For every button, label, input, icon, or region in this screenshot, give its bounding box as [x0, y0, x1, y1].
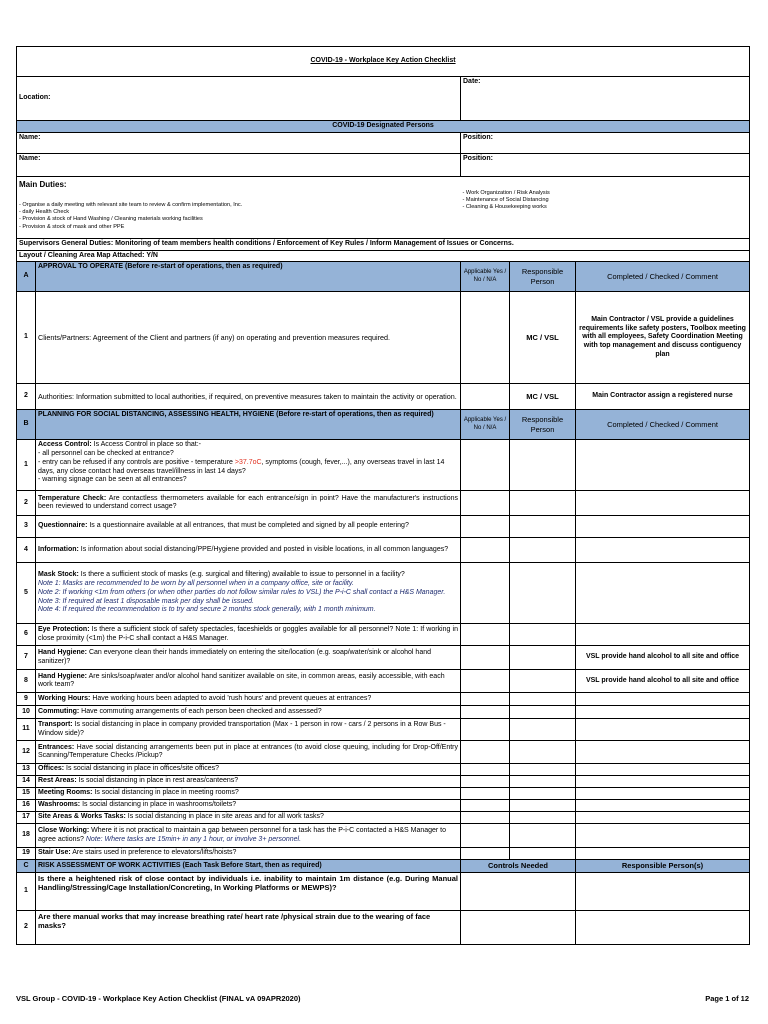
note-line: Note 3: If required at least 1 disposable mask per day shall be issued.: [38, 597, 254, 605]
col-applicable: Applicable Yes / No / N/A: [461, 262, 510, 292]
comment-cell[interactable]: [576, 812, 750, 824]
hand-hygiene-site-text: Hand Hygiene: Are sinks/soap/water and/or alcohol hand sanitizer available on site, in common areas, easily accessible, with each work team?: [36, 670, 461, 693]
applicable-cell[interactable]: [461, 848, 510, 860]
comment-cell[interactable]: [576, 491, 750, 516]
row-number: 2: [17, 384, 36, 410]
comment-cell[interactable]: [576, 776, 750, 788]
applicable-cell[interactable]: [461, 693, 510, 706]
duty-item: - Provision & stock of Hand Washing / Cleaning materials working facilities: [19, 216, 203, 223]
item-line: - warning signage can be seen at all entrances?: [38, 476, 187, 484]
designated-persons-header: COVID-19 Designated Persons: [17, 121, 750, 133]
checklist-page: [16, 46, 749, 945]
row-number: 9: [17, 693, 36, 706]
controls-cell[interactable]: [461, 910, 576, 944]
stair-use-text: Stair Use: Are stairs used in preference to elevators/lifts/hoists?: [36, 848, 461, 860]
row-number: 2: [17, 491, 36, 516]
location-label: Location:: [19, 94, 51, 102]
comment-cell[interactable]: [576, 788, 750, 800]
approval-clients-text: Clients/Partners: Agreement of the Client and partners (if any) on operating and prevention measures required.: [36, 292, 461, 384]
supervisor-duties: Supervisors General Duties: Monitoring of team members health conditions / Enforcement of Key Rules / Inform Management of Issues or Concerns.: [17, 238, 750, 250]
comment-cell[interactable]: [576, 516, 750, 538]
temperature-check-text: Temperature Check: Are contactless thermometers available for each entrance/sign in point? Have the manufacturer's instructions been reviewed to understand correct usage?: [36, 491, 461, 516]
row-number: 7: [17, 646, 36, 670]
note-line: Note 4: If required the recommendation is to try and secure 2 months stock generally, with 1 month minimum.: [38, 606, 376, 614]
responsible-cell[interactable]: [510, 563, 576, 624]
applicable-cell[interactable]: [461, 776, 510, 788]
row-number: 5: [17, 563, 36, 624]
comment-cell[interactable]: [576, 624, 750, 646]
name-label: Name:: [19, 154, 41, 162]
col-controls-needed: Controls Needed: [461, 860, 576, 872]
comment-cell[interactable]: [576, 800, 750, 812]
col-completed: Completed / Checked / Comment: [576, 410, 750, 440]
main-duties-label: Main Duties:: [19, 179, 67, 189]
applicable-cell[interactable]: [461, 292, 510, 384]
section-a-title: APPROVAL TO OPERATE (Before re-start of operations, then as required): [36, 262, 461, 292]
comment-cell[interactable]: [576, 741, 750, 764]
risk-manual-works-text: Are there manual works that may increase breathing rate/ heart rate /physical strain due to the wearing of face masks?: [36, 910, 461, 944]
name-field-2[interactable]: [17, 153, 461, 176]
row-number: 12: [17, 741, 36, 764]
item-label: Access Control:: [38, 441, 92, 449]
responsible-cell[interactable]: [510, 824, 576, 848]
responsible-cell[interactable]: [510, 670, 576, 693]
layout-map-attached: Layout / Cleaning Area Map Attached: Y/N: [17, 250, 750, 262]
row-number: 2: [17, 910, 36, 944]
washrooms-text: Washrooms: Is social distancing in place in washrooms/toilets?: [36, 800, 461, 812]
duty-item: - Organise a daily meeting with relevant site team to review & confirm implementation, Inc.: [19, 201, 243, 208]
row-number: 17: [17, 812, 36, 824]
comment-cell[interactable]: [576, 848, 750, 860]
eye-protection-text: Eye Protection: Is there a sufficient stock of safety spectacles, faceshields or goggles available for all personnel? Note 1: If working in close proximity (<1m) the P-i-C shall contact a H&S Manager.: [36, 624, 461, 646]
item-line: - entry can be refused if any controls are positive - temperature >37.7oC, symptoms (cough, fever,...), any overseas travel in last 14 days, any close contact had overseas travel/illness in last 14 days?: [38, 458, 445, 475]
applicable-cell[interactable]: [461, 538, 510, 563]
col-responsible: Responsible Person: [510, 410, 576, 440]
duties-right-list: [463, 190, 748, 212]
name-label: Name:: [19, 133, 41, 141]
row-number: 13: [17, 764, 36, 776]
duty-item: - daily Health Check: [19, 209, 70, 216]
section-a-letter: A: [17, 262, 36, 292]
temperature-threshold: >37.7oC: [234, 458, 262, 466]
page-title: COVID-19 - Workplace Key Action Checklist: [17, 47, 750, 77]
location-field[interactable]: [17, 77, 461, 121]
responsible-cell[interactable]: [510, 812, 576, 824]
meeting-rooms-text: Meeting Rooms: Is social distancing in place in meeting rooms?: [36, 788, 461, 800]
commuting-text: Commuting: Have commuting arrangements of each person been checked and assessed?: [36, 706, 461, 719]
row-number: 1: [17, 440, 36, 491]
comment-cell[interactable]: VSL provide hand alcohol to all site and office: [576, 646, 750, 670]
comment-cell[interactable]: Main Contractor / VSL provide a guidelines requirements like safety posters, Toolbox meeting with all employees, Safety Coordination Meeting with top management and discuss contiguency plan: [576, 292, 750, 384]
entrances-text: Entrances: Have social distancing arrangements been put in place at entrances (to avoid close queuing, including for Drop-Off/Entry Scanning/Temperature Checks /Pickup?: [36, 741, 461, 764]
applicable-cell[interactable]: [461, 824, 510, 848]
applicable-cell[interactable]: [461, 764, 510, 776]
responsible-cell[interactable]: [510, 538, 576, 563]
duty-item: - Work Organization / Risk Analysis: [462, 189, 550, 196]
information-text: Information: Is information about social distancing/PPE/Hygiene provided and posted in visible locations, in all common languages?: [36, 538, 461, 563]
comment-cell[interactable]: [576, 538, 750, 563]
applicable-cell[interactable]: [461, 788, 510, 800]
responsible-cell[interactable]: [510, 719, 576, 741]
page-footer: [16, 994, 749, 1003]
responsible-cell[interactable]: MC / VSL: [510, 384, 576, 410]
comment-cell[interactable]: [576, 440, 750, 491]
responsible-cell[interactable]: [510, 440, 576, 491]
footer-document-id: VSL Group - COVID-19 - Workplace Key Action Checklist (FINAL vA 09APR2020): [16, 994, 301, 1003]
applicable-cell[interactable]: [461, 719, 510, 741]
applicable-cell[interactable]: [461, 646, 510, 670]
main-duties-left: [17, 176, 461, 238]
comment-cell[interactable]: [576, 563, 750, 624]
row-number: 15: [17, 788, 36, 800]
row-number: 10: [17, 706, 36, 719]
date-label: Date:: [463, 78, 481, 85]
applicable-cell[interactable]: [461, 800, 510, 812]
col-responsible-persons: Responsible Person(s): [576, 860, 750, 872]
item-text: Is Access Control in place so that:-: [91, 441, 202, 449]
questionnaire-text: Questionnaire: Is a questionnaire available at all entrances, that must be completed and signed by all people entering?: [36, 516, 461, 538]
section-c-title: RISK ASSESSMENT OF WORK ACTIVITIES (Each Task Before Start, then as required): [36, 860, 461, 872]
comment-cell[interactable]: [576, 706, 750, 719]
responsible-persons-cell[interactable]: [576, 910, 750, 944]
comment-cell[interactable]: [576, 764, 750, 776]
row-number: 8: [17, 670, 36, 693]
duty-item: - Provision & stock of mask and other PPE: [19, 223, 125, 230]
row-number: 14: [17, 776, 36, 788]
close-working-text: Close Working: Where it is not practical to maintain a gap between personnel for a task has the P-i-C contacted a H&S Manager to agree actions? Note: Where tasks are 15min+ in any 1 hour, or involve 3+ personnel.: [36, 824, 461, 848]
responsible-persons-cell[interactable]: [576, 872, 750, 910]
comment-cell[interactable]: [576, 824, 750, 848]
applicable-cell[interactable]: [461, 440, 510, 491]
row-number: 1: [17, 292, 36, 384]
applicable-cell[interactable]: [461, 670, 510, 693]
site-areas-text: Site Areas & Works Tasks: Is social distancing in place in site areas and for all work tasks?: [36, 812, 461, 824]
responsible-cell[interactable]: [510, 741, 576, 764]
section-b-letter: B: [17, 410, 36, 440]
responsible-cell[interactable]: [510, 693, 576, 706]
responsible-cell[interactable]: [510, 764, 576, 776]
applicable-cell[interactable]: [461, 812, 510, 824]
responsible-cell[interactable]: [510, 706, 576, 719]
controls-cell[interactable]: [461, 872, 576, 910]
note-line: Note 1: Masks are recommended to be worn by all personnel when in a company office, site or facility.: [38, 580, 354, 588]
section-c-letter: C: [17, 860, 36, 872]
responsible-cell[interactable]: [510, 646, 576, 670]
row-number: 16: [17, 800, 36, 812]
working-hours-text: Working Hours: Have working hours been adapted to avoid 'rush hours' and prevent queues at entrances?: [36, 693, 461, 706]
item-line: - all personnel can be checked at entrance?: [38, 450, 174, 457]
responsible-cell[interactable]: [510, 788, 576, 800]
note-line: Note 2: If working <1m from others (or when other parties do not follow similar rules to VSL) the P-i-C shall contact a H&S Manager.: [38, 588, 446, 596]
section-b-title: PLANNING FOR SOCIAL DISTANCING, ASSESSING HEALTH, HYGIENE (Before re-start of operations, then as required): [36, 410, 461, 440]
duty-item: - Maintenance of Social Distancing: [462, 197, 549, 204]
applicable-cell[interactable]: [461, 563, 510, 624]
position-field-1[interactable]: [461, 132, 750, 153]
comment-cell[interactable]: [576, 693, 750, 706]
row-number: 11: [17, 719, 36, 741]
approval-authorities-text: Authorities: Information submitted to local authorities, if required, on preventive measures taken to maintain the activity or operation.: [36, 384, 461, 410]
position-field-2[interactable]: [461, 153, 750, 176]
risk-close-contact-text: Is there a heightened risk of close contact by individuals i.e. inability to maintain 1m distance (e.g. During Manual Handling/Stressing/Cage Installation/Concreting, In Working Platforms or MEWPS)?: [36, 872, 461, 910]
responsible-cell[interactable]: [510, 848, 576, 860]
date-field[interactable]: [461, 77, 750, 121]
comment-cell[interactable]: VSL provide hand alcohol to all site and office: [576, 670, 750, 693]
applicable-cell[interactable]: [461, 706, 510, 719]
row-number: 3: [17, 516, 36, 538]
row-number: 1: [17, 872, 36, 910]
row-number: 6: [17, 624, 36, 646]
position-label: Position:: [463, 133, 493, 141]
transport-text: Transport: Is social distancing in place in company provided transportation (Max - 1 person in row - cars / 2 persons in a Row Bus - Window side)?: [36, 719, 461, 741]
responsible-cell[interactable]: [510, 516, 576, 538]
row-number: 4: [17, 538, 36, 563]
name-field-1[interactable]: [17, 132, 461, 153]
access-control-text: [36, 440, 461, 491]
responsible-cell[interactable]: [510, 624, 576, 646]
row-number: 19: [17, 848, 36, 860]
responsible-cell[interactable]: [510, 800, 576, 812]
position-label: Position:: [463, 154, 493, 162]
applicable-cell[interactable]: [461, 384, 510, 410]
applicable-cell[interactable]: [461, 491, 510, 516]
hand-hygiene-entry-text: Hand Hygiene: Can everyone clean their hands immediately on entering the site/location (e.g. soap/water/sink or alcohol hand sanitizer)?: [36, 646, 461, 670]
responsible-cell[interactable]: MC / VSL: [510, 292, 576, 384]
mask-stock-text: Mask Stock: Is there a sufficient stock of masks (e.g. surgical and filtering) available to issue to personnel in a facility? Note 1: Masks are recommended to be worn by all personnel when in a company office, site or facility. Note 2: If working <1m from others (or when other parties do not follow similar rules to VSL) the P-i-C shall contact a H&S Manager. Note 3: If required at least 1 disposable mask per day shall be issued. Note 4: If required the recommendation is to try and secure 2 months stock generally, with 1 month minimum.: [36, 563, 461, 624]
offices-text: Offices: Is social distancing in place in offices/site offices?: [36, 764, 461, 776]
row-number: 18: [17, 824, 36, 848]
duty-item: - Cleaning & Housekeeping works: [462, 204, 547, 211]
comment-cell[interactable]: [576, 719, 750, 741]
applicable-cell[interactable]: [461, 624, 510, 646]
col-responsible: Responsible Person: [510, 262, 576, 292]
footer-page-number: Page 1 of 12: [705, 994, 749, 1003]
comment-cell[interactable]: Main Contractor assign a registered nurse: [576, 384, 750, 410]
responsible-cell[interactable]: [510, 491, 576, 516]
col-applicable: Applicable Yes / No / N/A: [461, 410, 510, 440]
responsible-cell[interactable]: [510, 776, 576, 788]
rest-areas-text: Rest Areas: Is social distancing in place in rest areas/canteens?: [36, 776, 461, 788]
applicable-cell[interactable]: [461, 516, 510, 538]
applicable-cell[interactable]: [461, 741, 510, 764]
col-completed: Completed / Checked / Comment: [576, 262, 750, 292]
main-duties-right: [461, 176, 750, 238]
checklist-table: [16, 46, 750, 945]
duties-left-list: [19, 202, 459, 231]
